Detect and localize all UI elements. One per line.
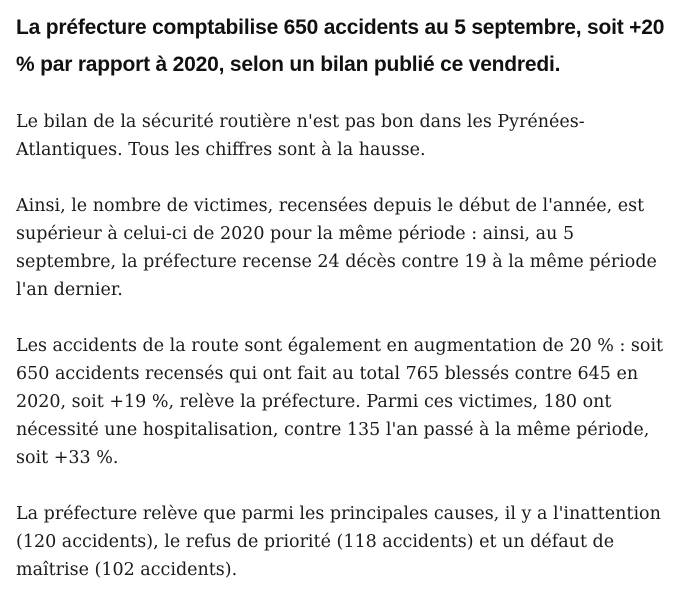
article-lede: La préfecture comptabilise 650 accidents au 5 septembre, soit +20 % par rapport à 2020, selon un bilan publié ce vendredi.: [16, 16, 665, 76]
paragraph-victims: Ainsi, le nombre de victimes, recensées depuis le début de l'année, est supérieur à celui-ci de 2020 pour la même période : ainsi, au 5 septembre, la préfecture recense 24 décès contre 19 à la même période l'an dernier.: [16, 196, 657, 300]
paragraph-causes: La préfecture relève que parmi les principales causes, il y a l'inattention (120 accidents), le refus de priorité (118 accidents) et un défaut de maîtrise (102 accidents).: [16, 504, 661, 580]
article-body: [16, 0, 676, 584]
paragraph-accidents: Les accidents de la route sont également en augmentation de 20 % : soit 650 accidents recensés qui ont fait au total 765 blessés contre 645 en 2020, soit +19 %, relève la préfecture. Parmi ces victimes, 180 ont nécessité une hospitalisation, contre 135 l'an passé à la même période, soit +33 %.: [16, 336, 664, 468]
paragraph-intro: Le bilan de la sécurité routière n'est pas bon dans les Pyrénées-Atlantiques. Tous les chiffres sont à la hausse.: [16, 112, 585, 160]
